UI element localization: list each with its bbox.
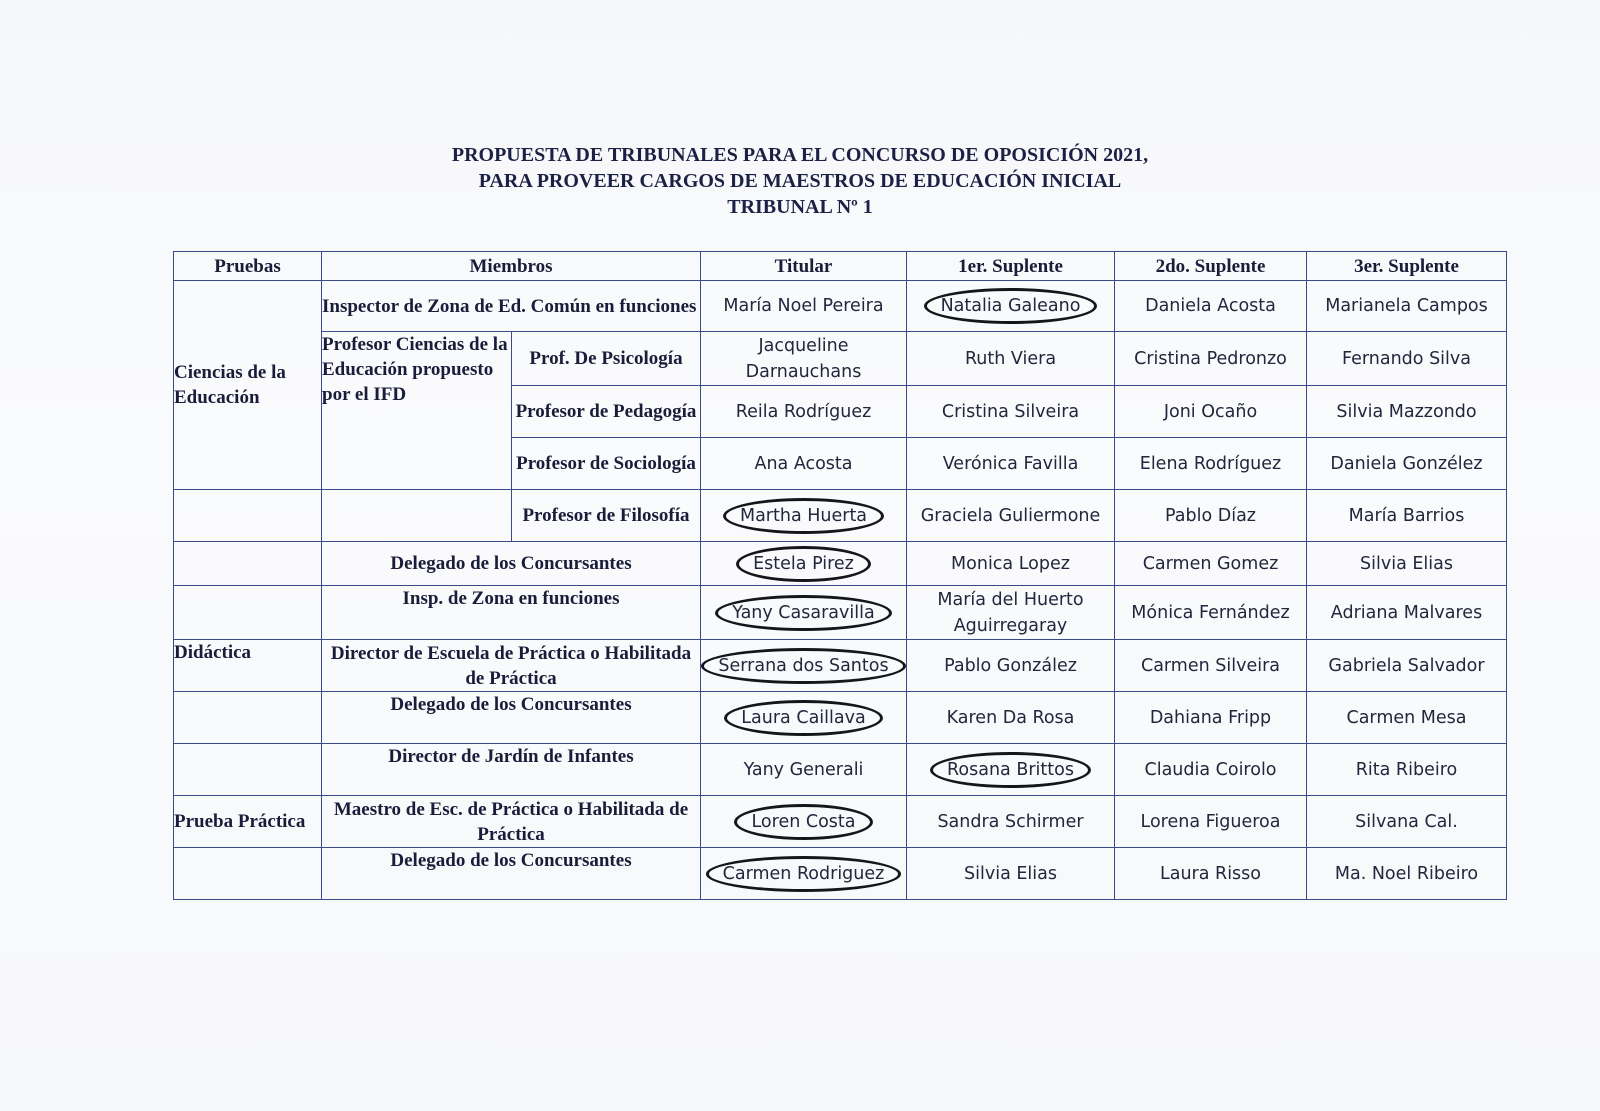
member-delegado: Delegado de los Concursantes <box>322 542 701 586</box>
circled-name: Yany Casaravilla <box>715 595 891 631</box>
table-row <box>174 796 1507 848</box>
suplente1-cell: Pablo González <box>907 640 1115 692</box>
member-psicologia: Prof. De Psicología <box>512 332 701 386</box>
table-row <box>174 332 1507 386</box>
titular-cell: Jacqueline Darnauchans <box>701 332 907 386</box>
suplente2-cell: Lorena Figueroa <box>1115 796 1307 848</box>
table-row <box>174 848 1507 900</box>
member-maestro: Maestro de Esc. de Práctica o Habilitada de Práctica <box>322 796 701 848</box>
suplente2-cell: Mónica Fernández <box>1115 586 1307 640</box>
empty-cell <box>174 490 322 542</box>
header-suplente-1: 1er. Suplente <box>907 252 1115 281</box>
suplente2-cell: Joni Ocaño <box>1115 386 1307 438</box>
suplente3-cell: Fernando Silva <box>1307 332 1507 386</box>
table-row <box>174 490 1507 542</box>
member-director-escuela: Director de Escuela de Práctica o Habilitada de Práctica <box>322 640 701 692</box>
member-delegado: Delegado de los Concursantes <box>322 848 701 900</box>
empty-cell <box>174 586 322 640</box>
member-insp-zona: Insp. de Zona en funciones <box>322 586 701 640</box>
empty-cell <box>322 490 512 542</box>
titular-cell <box>701 640 907 692</box>
member-delegado: Delegado de los Concursantes <box>322 692 701 744</box>
suplente2-cell: Claudia Coirolo <box>1115 744 1307 796</box>
title-line-2: PARA PROVEER CARGOS DE MAESTROS DE EDUCACIÓN INICIAL <box>478 170 1122 192</box>
suplente1-cell <box>907 744 1115 796</box>
titular-cell <box>701 692 907 744</box>
suplente1-cell: Verónica Favilla <box>907 438 1115 490</box>
suplente2-cell: Elena Rodríguez <box>1115 438 1307 490</box>
suplente1-cell: Silvia Elias <box>907 848 1115 900</box>
suplente1-cell: Monica Lopez <box>907 542 1115 586</box>
suplente3-cell: Ma. Noel Ribeiro <box>1307 848 1507 900</box>
table-row <box>174 692 1507 744</box>
titular-cell: Yany Generali <box>701 744 907 796</box>
suplente1-cell: Karen Da Rosa <box>907 692 1115 744</box>
circled-name: Estela Pirez <box>736 546 871 582</box>
suplente3-cell: Silvia Elias <box>1307 542 1507 586</box>
circled-name: Serrana dos Santos <box>701 648 905 684</box>
prueba-ciencias: Ciencias de la Educación <box>174 281 322 490</box>
circled-name: Natalia Galeano <box>924 288 1098 324</box>
member-inspector: Inspector de Zona de Ed. Común en funciones <box>322 281 701 332</box>
circled-name: Laura Caillava <box>724 700 882 736</box>
titular-cell: Ana Acosta <box>701 438 907 490</box>
titular-cell <box>701 490 907 542</box>
prueba-didactica: Didáctica <box>174 640 322 692</box>
suplente2-cell: Carmen Silveira <box>1115 640 1307 692</box>
table-row <box>174 586 1507 640</box>
header-suplente-2: 2do. Suplente <box>1115 252 1307 281</box>
suplente3-cell: Gabriela Salvador <box>1307 640 1507 692</box>
member-pedagogia: Profesor de Pedagogía <box>512 386 701 438</box>
member-sociologia: Profesor de Sociología <box>512 438 701 490</box>
document-title <box>300 142 1300 220</box>
titular-cell: María Noel Pereira <box>701 281 907 332</box>
title-line-3: TRIBUNAL Nº 1 <box>727 196 873 218</box>
empty-cell <box>174 692 322 744</box>
suplente1-cell <box>907 281 1115 332</box>
header-pruebas: Pruebas <box>174 252 322 281</box>
empty-cell <box>174 744 322 796</box>
title-line-1: PROPUESTA DE TRIBUNALES PARA EL CONCURSO DE OPOSICIÓN 2021, <box>451 144 1149 166</box>
suplente3-cell: Silvia Mazzondo <box>1307 386 1507 438</box>
titular-cell <box>701 796 907 848</box>
suplente1-cell: Sandra Schirmer <box>907 796 1115 848</box>
circled-name: Martha Huerta <box>723 498 884 534</box>
circled-name: Carmen Rodriguez <box>706 856 902 892</box>
table-row <box>174 542 1507 586</box>
suplente3-cell: Rita Ribeiro <box>1307 744 1507 796</box>
suplente2-cell: Dahiana Fripp <box>1115 692 1307 744</box>
suplente1-cell: Cristina Silveira <box>907 386 1115 438</box>
suplente3-cell: Daniela Gonzélez <box>1307 438 1507 490</box>
suplente2-cell: Cristina Pedronzo <box>1115 332 1307 386</box>
header-suplente-3: 3er. Suplente <box>1307 252 1507 281</box>
circled-name: Loren Costa <box>734 804 872 840</box>
suplente2-cell: Pablo Díaz <box>1115 490 1307 542</box>
suplente3-cell: Adriana Malvares <box>1307 586 1507 640</box>
suplente2-cell: Carmen Gomez <box>1115 542 1307 586</box>
suplente3-cell: Silvana Cal. <box>1307 796 1507 848</box>
suplente3-cell: Marianela Campos <box>1307 281 1507 332</box>
member-profesor-ciencias: Profesor Ciencias de la Educación propuesto por el IFD <box>322 332 512 490</box>
tribunal-table <box>173 251 1507 900</box>
empty-cell <box>174 848 322 900</box>
titular-cell <box>701 542 907 586</box>
member-director-jardin: Director de Jardín de Infantes <box>322 744 701 796</box>
suplente3-cell: Carmen Mesa <box>1307 692 1507 744</box>
table-row <box>174 640 1507 692</box>
member-filosofia: Profesor de Filosofía <box>512 490 701 542</box>
suplente1-cell: Graciela Guliermone <box>907 490 1115 542</box>
titular-cell: Reila Rodríguez <box>701 386 907 438</box>
table-row <box>174 281 1507 332</box>
empty-cell <box>174 542 322 586</box>
suplente2-cell: Daniela Acosta <box>1115 281 1307 332</box>
table-row <box>174 744 1507 796</box>
suplente1-cell: Ruth Viera <box>907 332 1115 386</box>
suplente2-cell: Laura Risso <box>1115 848 1307 900</box>
header-row <box>174 252 1507 281</box>
circled-name: Rosana Brittos <box>930 752 1091 788</box>
suplente3-cell: María Barrios <box>1307 490 1507 542</box>
prueba-practica: Prueba Práctica <box>174 796 322 848</box>
header-titular: Titular <box>701 252 907 281</box>
suplente1-cell: María del Huerto Aguirregaray <box>907 586 1115 640</box>
titular-cell <box>701 586 907 640</box>
titular-cell <box>701 848 907 900</box>
header-miembros: Miembros <box>322 252 701 281</box>
